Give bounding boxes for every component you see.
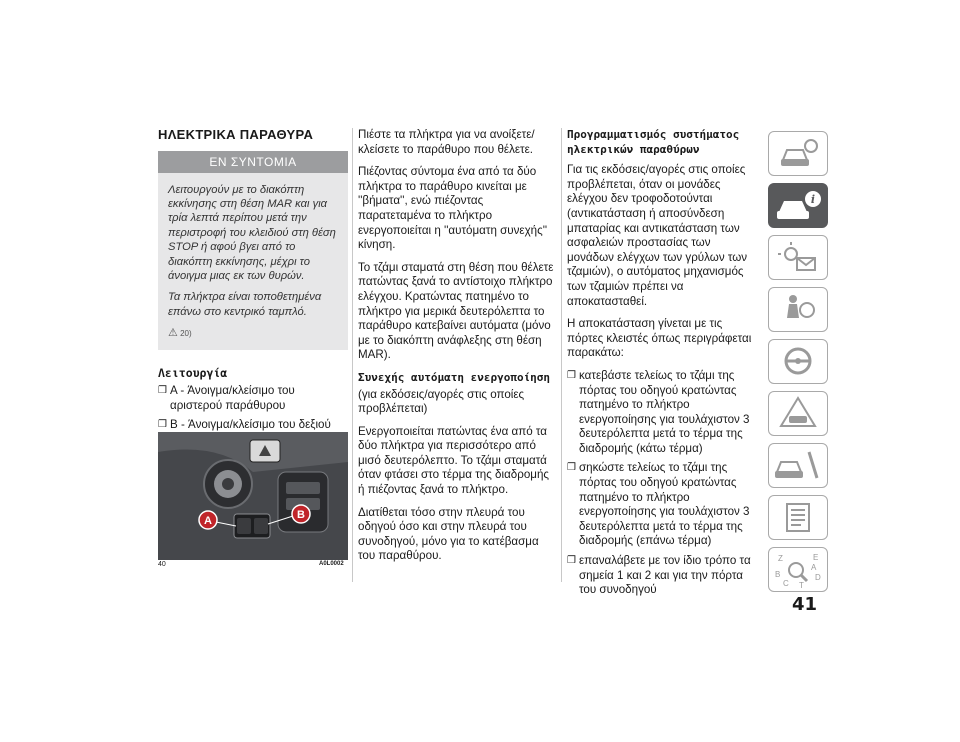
paragraph: Το τζάμι σταματά στη θέση που θέλετε πατώντας ξανά το αντίστοιχο πλήκτρο ελέγχου. Κρατώντας πατημένο το πλήκτρο για μερικά δευτερόλεπτα το παράθυρο κατεβαίνει αυτόματα (μόνο με το διακόπτη ανάφλεξης στη θέση MAR). [358,260,554,362]
info-glyph: i [810,193,816,206]
warning-ref-number: 20) [180,329,192,339]
warning-light-icon [769,236,827,279]
paragraph: Για τις εκδόσεις/αγορές στις οποίες προβλέπεται, όταν οι μονάδες ελέγχου δεν τροφοδοτούνται (αντικατάσταση ή αποσύνδεση μπαταρίας και αντικατάσταση των ασφαλειών προστασίας των μονάδων ελέγχων των γρύλων των τζαμιών), ο αυτόματος μηχανισμός των τζαμιών πρέπει να αποκατασταθεί. [567,163,748,308]
tab-emergency[interactable] [768,391,828,436]
list-item: ❒ A - Άνοιγμα/κλείσιμο του αριστερού παράθυρου [158,384,348,413]
index-letter: B [775,570,781,579]
warning-reference [168,326,338,341]
column-2 [358,128,556,572]
programming-heading: Προγραμματισμός συστήματος ηλεκτρικών παραθύρων [567,128,740,156]
paragraph: Πιέστε τα πλήκτρα για να ανοίξετε/ κλείσετε το παράθυρο που θέλετε. [358,128,535,156]
summary-paragraph-2: Τα πλήκτρα είναι τοποθετημένα επάνω στο κεντρικό ταμπλό. [168,291,322,318]
column-3 [567,128,757,606]
paragraph: Πιέζοντας σύντομα ένα από τα δύο πλήκτρα το παράθυρο κινείται με ''βήματα'', ενώ πιέζοντας παρατεταμένα το πλήκτρο ενεργοποιείται η ''αυτόματη συνεχής'' κίνηση. [358,165,548,252]
tab-maintenance[interactable] [768,443,828,488]
list-item: ❒ κατεβάστε τελείως το τζάμι της πόρτας του οδηγού κρατώντας πατημένο το πλήκτρο ενεργοποίησης για τουλάχιστον 3 δευτερόλεπτα μετά το τέρμα της διαδρομής (κάτω τέρμα) [567,369,757,457]
figure-label-b: B [297,509,305,521]
index-letter: A [811,563,817,572]
car-road-icon [769,392,827,435]
summary-paragraph-1: Λειτουργούν με το διακόπτη εκκίνησης στη θέση MAR και για τρία λεπτά περίπου μετά την περιστροφή του κλειδιού στη θέση STOP ή αφού βγει από το διακόπτη εκκίνησης, μέχρι το άνοιγμα μιας εκ των θυρών. [168,183,336,283]
list-item: ❒ σηκώστε τελείως το τζάμι της πόρτας του οδηγού κρατώντας πατημένο το πλήκτρο ενεργοποίησης για τουλάχιστον 3 δευτερόλεπτα μετά το τέρμα της διαδρομής (επάνω τέρμα) [567,461,757,549]
page-number: 41 [792,594,818,615]
steering-wheel-icon [769,340,827,383]
tab-driving[interactable] [768,339,828,384]
window-switch-figure [158,432,348,560]
programming-steps-list [567,369,757,598]
index-letter: E [813,553,819,562]
operation-heading: Λειτουργία [158,365,228,380]
sub-heading: Συνεχής αυτόματη ενεργοποίηση [358,370,551,384]
paragraph: Η αποκατάσταση γίνεται με τις πόρτες κλειστές όπως περιγράφεται παρακάτω: [567,317,752,360]
tab-car-info[interactable] [768,183,828,228]
section-title: ΗΛΕΚΤΡΙΚΑ ΠΑΡΑΘΥΡΑ [158,127,314,142]
list-item: ❒ επαναλάβετε με τον ίδιο τρόπο τα σημεία 1 και 2 και για την πόρτα του συνοδηγού [567,554,757,598]
tab-warning-lights[interactable] [768,235,828,280]
airbag-icon [769,288,827,331]
warning-triangle-icon: ⚠ [168,327,178,340]
sub-note: (για εκδόσεις/αγορές στις οποίες προβλέπεται) [358,387,525,416]
index-letter: T [799,581,804,590]
section-tabs [768,131,828,599]
figure-label-a: A [204,515,212,527]
figure-number: 40 [158,561,166,568]
index-letter: Z [778,554,783,563]
tab-dashboard[interactable] [768,131,828,176]
car-tools-icon [769,444,827,487]
car-info-icon [769,184,827,227]
figure-code: A0L0002 [319,561,344,567]
summary-heading: ΕΝ ΣΥΝΤΟΜΙΑ [158,151,348,173]
tab-technical-data[interactable] [768,495,828,540]
list-icon [769,496,827,539]
window-switch-illustration [158,432,348,560]
tab-safety[interactable] [768,287,828,332]
column-1 [158,128,348,456]
index-letter: C [783,579,789,588]
tab-index[interactable] [768,547,828,592]
column-divider [352,128,353,582]
column-divider [561,128,562,582]
car-dashboard-icon [769,132,827,175]
list-item: ❒ B - Άνοιγμα/κλείσιμο του δεξιού [158,418,348,447]
alphabet-index-icon [769,548,827,591]
index-letter: D [815,573,821,582]
summary-box [158,173,348,350]
paragraph: Ενεργοποιείται πατώντας ένα από τα δύο πλήκτρα για περισσότερο από μισό δευτερόλεπτο. Το τζάμι σταματά όταν φτάσει στο τέρμα της διαδρομής ή πιέζοντας ξανά το πλήκτρο. [358,424,549,497]
paragraph: Διατίθεται τόσο στην πλευρά του οδηγού όσο και στην πλευρά του συνοδηγού, μόνο για το κατέβασμα του παραθύρου. [358,505,539,563]
